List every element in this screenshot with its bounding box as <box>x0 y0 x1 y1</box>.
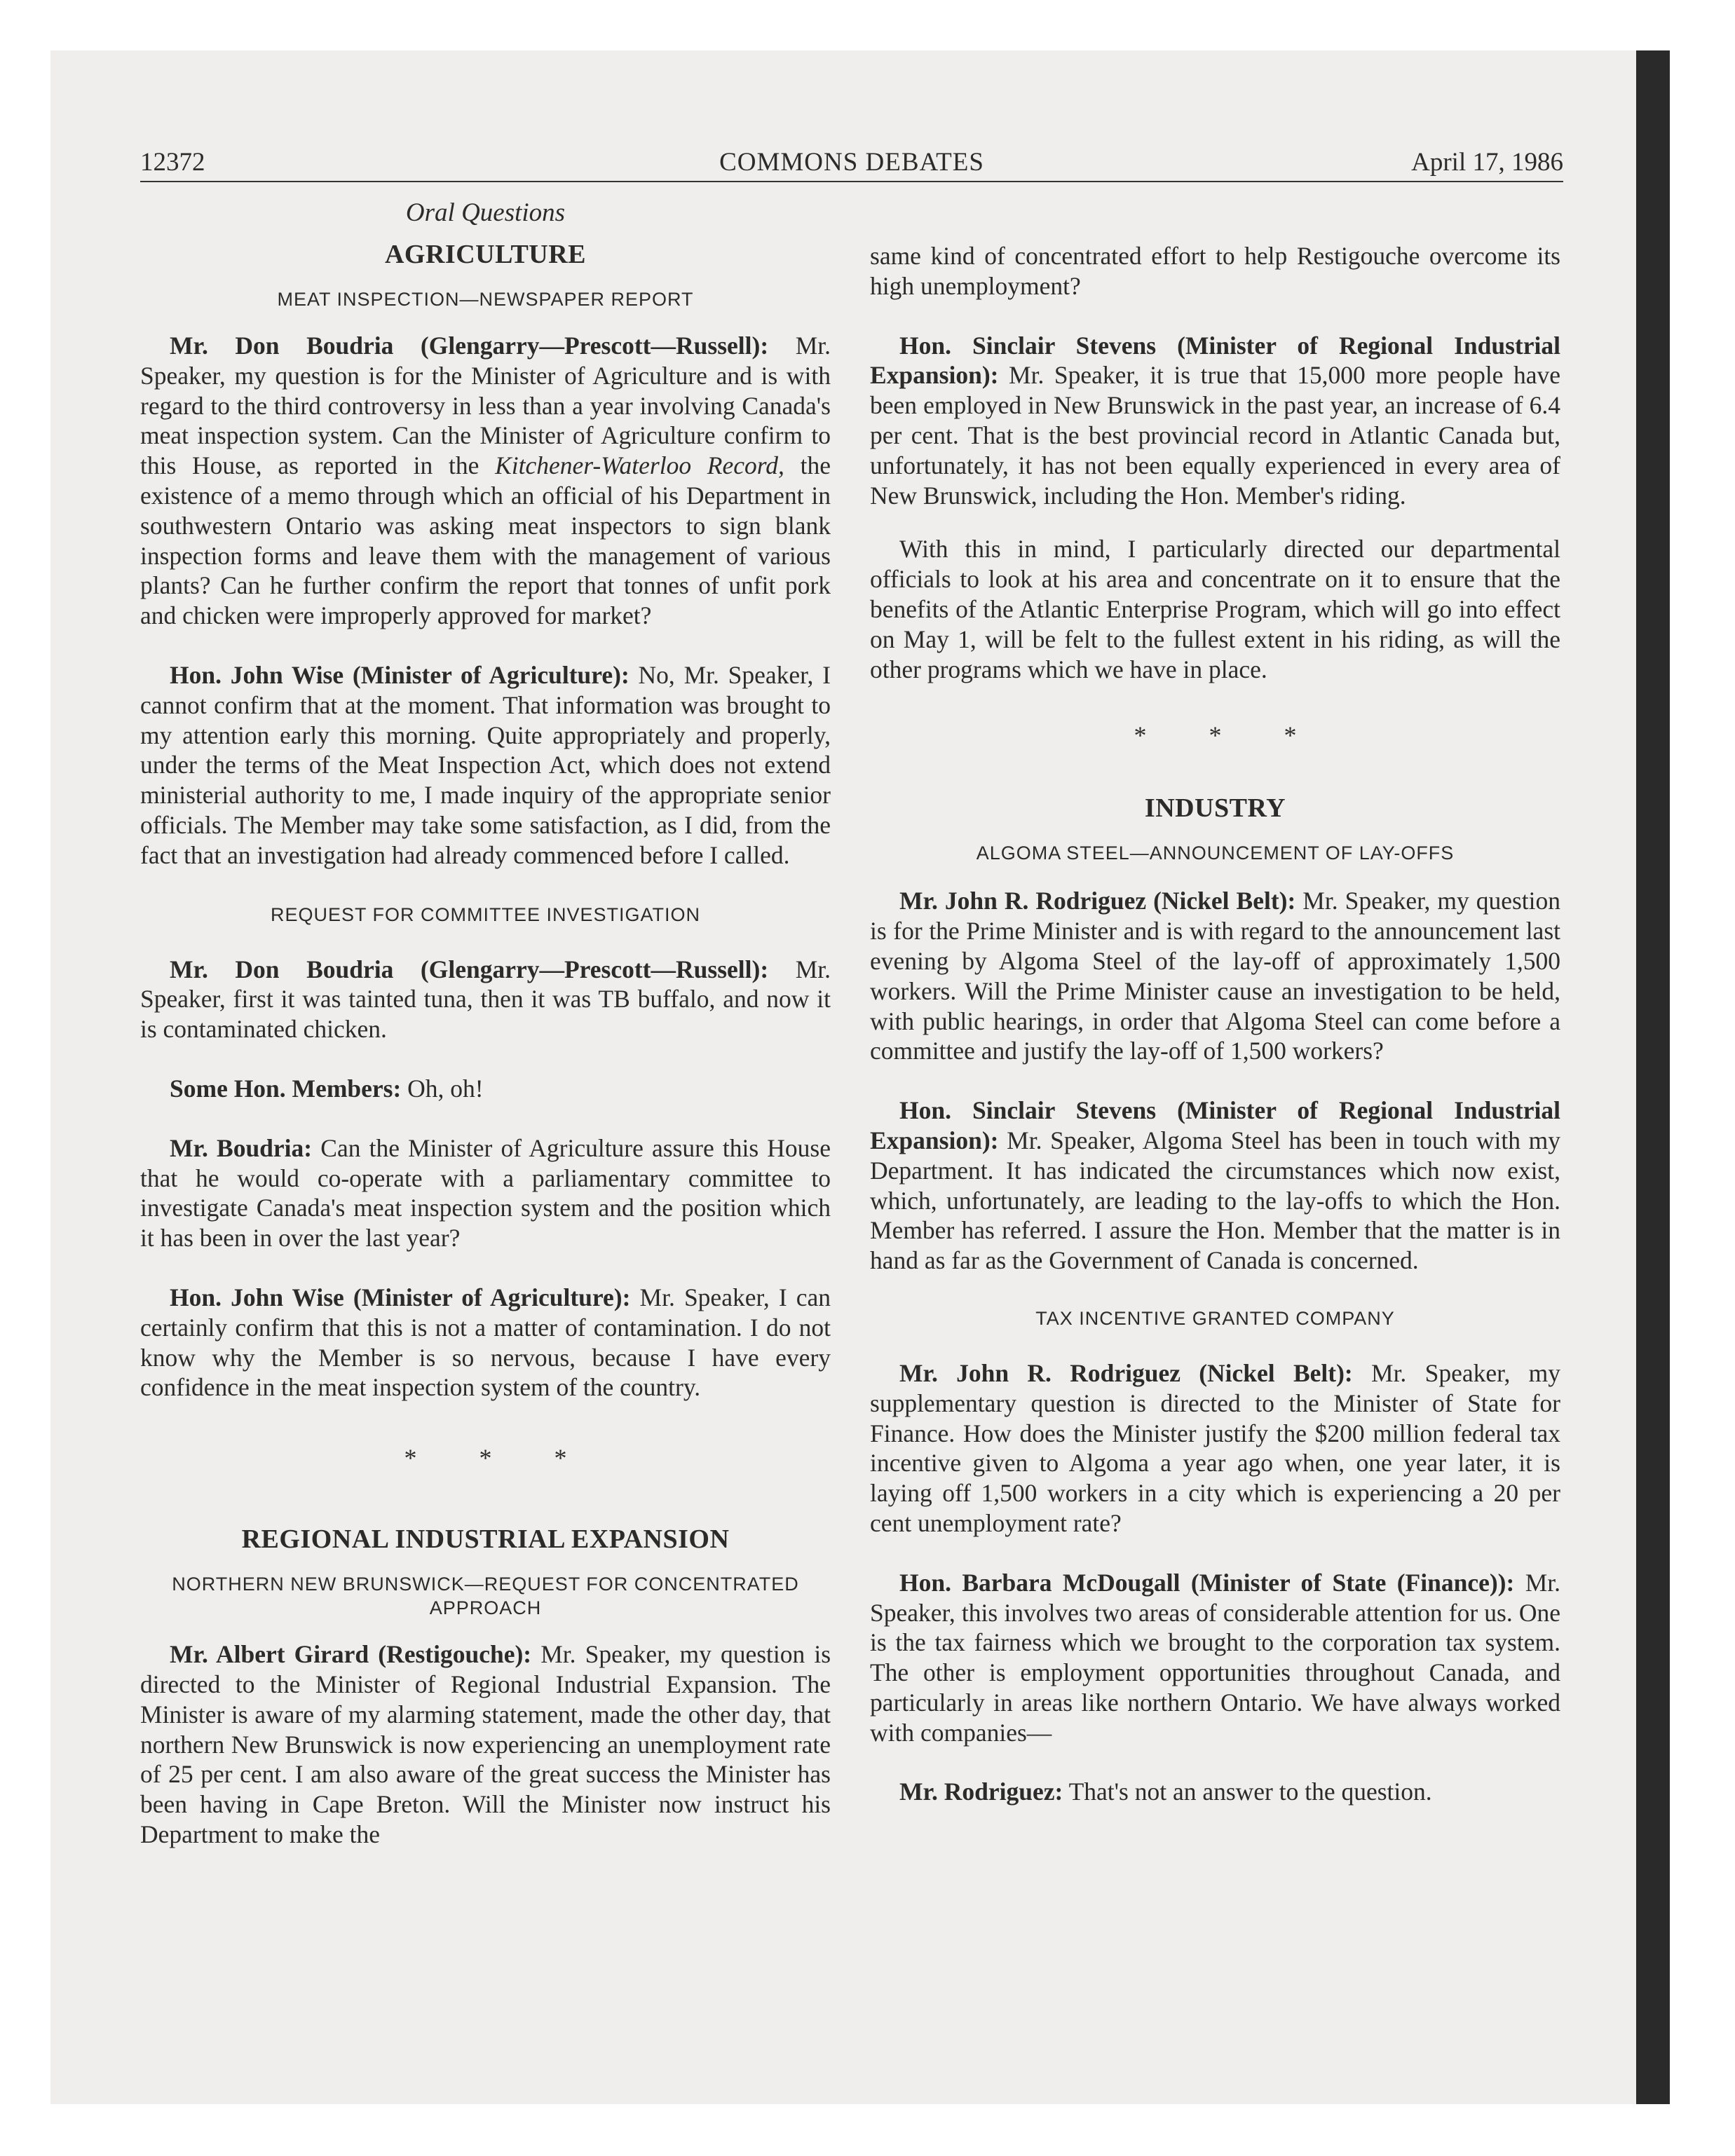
subheading-northern-new-brunswick: NORTHERN NEW BRUNSWICK—REQUEST FOR CONCENTRATED APPROACH <box>172 1574 799 1619</box>
paragraph: same kind of concentrated effort to help Restigouche overcome its high unemployment? <box>870 242 1560 300</box>
speaker: Mr. Albert Girard (Restigouche): <box>170 1640 532 1669</box>
speaker: Mr. John R. Rodriguez (Nickel Belt): <box>899 887 1296 915</box>
heading-industry: INDUSTRY <box>1144 793 1286 824</box>
paragraph: Some Hon. Members: Oh, oh! <box>170 1074 484 1103</box>
subheading-algoma-steel: ALGOMA STEEL—ANNOUNCEMENT OF LAY-OFFS <box>976 842 1455 864</box>
publication-name: Kitchener-Waterloo Record, <box>495 451 784 480</box>
paragraph: Mr. Albert Girard (Restigouche): Mr. Speaker, my question is directed to the Minister of Regional Industrial Expansion. The Minister is aware of my alarming statement, made the other day, that northern New Brunswick is now experiencing an unemployment rate of 25 per cent. I am also aware of the great success the Minister has been having in Cape Breton. Will the Minister now instruct his Department to make the <box>140 1640 831 1848</box>
paragraph: Hon. Sinclair Stevens (Minister of Regional Industrial Expansion): Mr. Speaker, it is true that 15,000 more people have been employed in New Brunswick in the past year, an increase of 6.4 per cent. That is the best provincial record in Atlantic Canada but, unfortunately, it has not been equally experienced in every area of New Brunswick, including the Hon. Member's riding. <box>870 331 1560 510</box>
speaker: Mr. Don Boudria (Glengarry—Prescott—Russell): <box>170 332 769 360</box>
paragraph: With this in mind, I particularly directed our departmental officials to look at his area and concentrate on it to ensure that the benefits of the Atlantic Enterprise Program, which will go into effect on May 1, will be felt to the fullest extent in his riding, as will the other programs which we have in place. <box>870 535 1560 683</box>
page-date: April 17, 1986 <box>1411 148 1563 177</box>
paragraph: Mr. Don Boudria (Glengarry—Prescott—Russell): Mr. Speaker, my question is for the Minister of Agriculture and is with regard to the third controversy in less than a year involving Canada's meat inspection system. Can the Minister of Agriculture confirm to this House, as reported in the Kitchener-Waterloo Record, the existence of a memo through which an official of his Department in southwestern Ontario was asking meat inspectors to sign blank inspection forms and leave them with the management of various plants? Can he further confirm the report that tonnes of unfit pork and chicken were improperly approved for market? <box>140 332 831 630</box>
scan-edge-shadow <box>1636 50 1670 2104</box>
subheading-committee-investigation: REQUEST FOR COMMITTEE INVESTIGATION <box>270 903 701 925</box>
paragraph: Mr. Rodriguez: That's not an answer to the question. <box>899 1778 1432 1806</box>
paragraph: Hon. Sinclair Stevens (Minister of Regional Industrial Expansion): Mr. Speaker, Algoma Steel has been in touch with my Department. It has indicated the circumstances which now exist, which, unfortunately, are leading to the lay-offs to which the Hon. Member has referred. I assure the Hon. Member that the matter is in hand as far as the Government of Canada is concerned. <box>870 1096 1561 1275</box>
speaker: Mr. John R. Rodriguez (Nickel Belt): <box>899 1358 1353 1387</box>
section-separator: * * * <box>1134 721 1325 750</box>
paragraph: Mr. John R. Rodriguez (Nickel Belt): Mr. Speaker, my question is for the Prime Minister and is with regard to the announcement last evening by Algoma Steel of the lay-off of approximately 1,500 workers. Will the Prime Minister cause an investigation to be held, with public hearings, in order that Algoma Steel can come before a committee and justify the lay-off of 1,500 workers? <box>870 887 1560 1065</box>
publication-title: COMMONS DEBATES <box>719 148 984 177</box>
section-subtitle: Oral Questions <box>405 198 566 227</box>
speaker: Some Hon. Members: <box>170 1074 402 1103</box>
paragraph: Mr. John R. Rodriguez (Nickel Belt): Mr. Speaker, my supplementary question is directed to the Minister of State for Finance. How does the Minister justify the $200 million federal tax incentive given to Algoma a year ago when, one year later, it is laying off 1,500 workers in a city which is experiencing a 20 per cent unemployment rate? <box>870 1358 1561 1537</box>
speaker: Mr. Rodriguez: <box>899 1778 1063 1806</box>
paragraph: Hon. John Wise (Minister of Agriculture): Mr. Speaker, I can certainly confirm that this is not a matter of contamination. I do not know why the Member is so nervous, because I have every confidence in the meat inspection system of the country. <box>140 1283 831 1402</box>
heading-regional-industrial-expansion: REGIONAL INDUSTRIAL EXPANSION <box>241 1524 730 1555</box>
right-column <box>870 241 1560 1807</box>
page-number: 12372 <box>140 148 205 177</box>
paragraph: Mr. Don Boudria (Glengarry—Prescott—Russell): Mr. Speaker, first it was tainted tuna, then it was TB buffalo, and now it is contaminated chicken. <box>140 955 831 1044</box>
subheading-meat-inspection: MEAT INSPECTION—NEWSPAPER REPORT <box>277 289 694 310</box>
subheading-tax-incentive: TAX INCENTIVE GRANTED COMPANY <box>1035 1307 1395 1329</box>
speaker: Hon. John Wise (Minister of Agriculture): <box>170 1283 631 1311</box>
paragraph: Hon. John Wise (Minister of Agriculture): No, Mr. Speaker, I cannot confirm that at the moment. That information was brought to my attention early this morning. Quite appropriately and properly, under the terms of the Meat Inspection Act, which does not extend ministerial authority to me, I made inquiry of the appropriate senior officials. The Member may take some satisfaction, as I did, from the fact that an investigation had already commenced before I called. <box>140 660 831 869</box>
heading-agriculture: AGRICULTURE <box>384 240 587 269</box>
speaker: Hon. Barbara McDougall (Minister of State (Finance)): <box>899 1568 1515 1597</box>
speaker: Hon. Sinclair Stevens (Minister of Regional Industrial Expansion): <box>870 331 1560 390</box>
paragraph: Hon. Barbara McDougall (Minister of State (Finance)): Mr. Speaker, this involves two areas of considerable attention for us. One is the tax fairness which we brought to the corporation tax system. The other is employment opportunities throughout Canada, and particularly in areas like northern Ontario. We have always worked with companies— <box>870 1568 1560 1747</box>
section-separator: * * * <box>404 1444 595 1473</box>
speaker: Hon. John Wise (Minister of Agriculture): <box>170 660 630 689</box>
paragraph: Mr. Boudria: Can the Minister of Agriculture assure this House that he would co-operate with a parliamentary committee to investigate Canada's meat inspection system and the position which it has been in over the last year? <box>140 1133 831 1253</box>
page-header <box>140 146 1563 182</box>
speaker: Mr. Don Boudria (Glengarry—Prescott—Russell): <box>170 955 769 983</box>
speaker: Mr. Boudria: <box>170 1133 313 1162</box>
left-column <box>140 198 831 1850</box>
speaker: Hon. Sinclair Stevens (Minister of Regional Industrial Expansion): <box>870 1096 1560 1154</box>
